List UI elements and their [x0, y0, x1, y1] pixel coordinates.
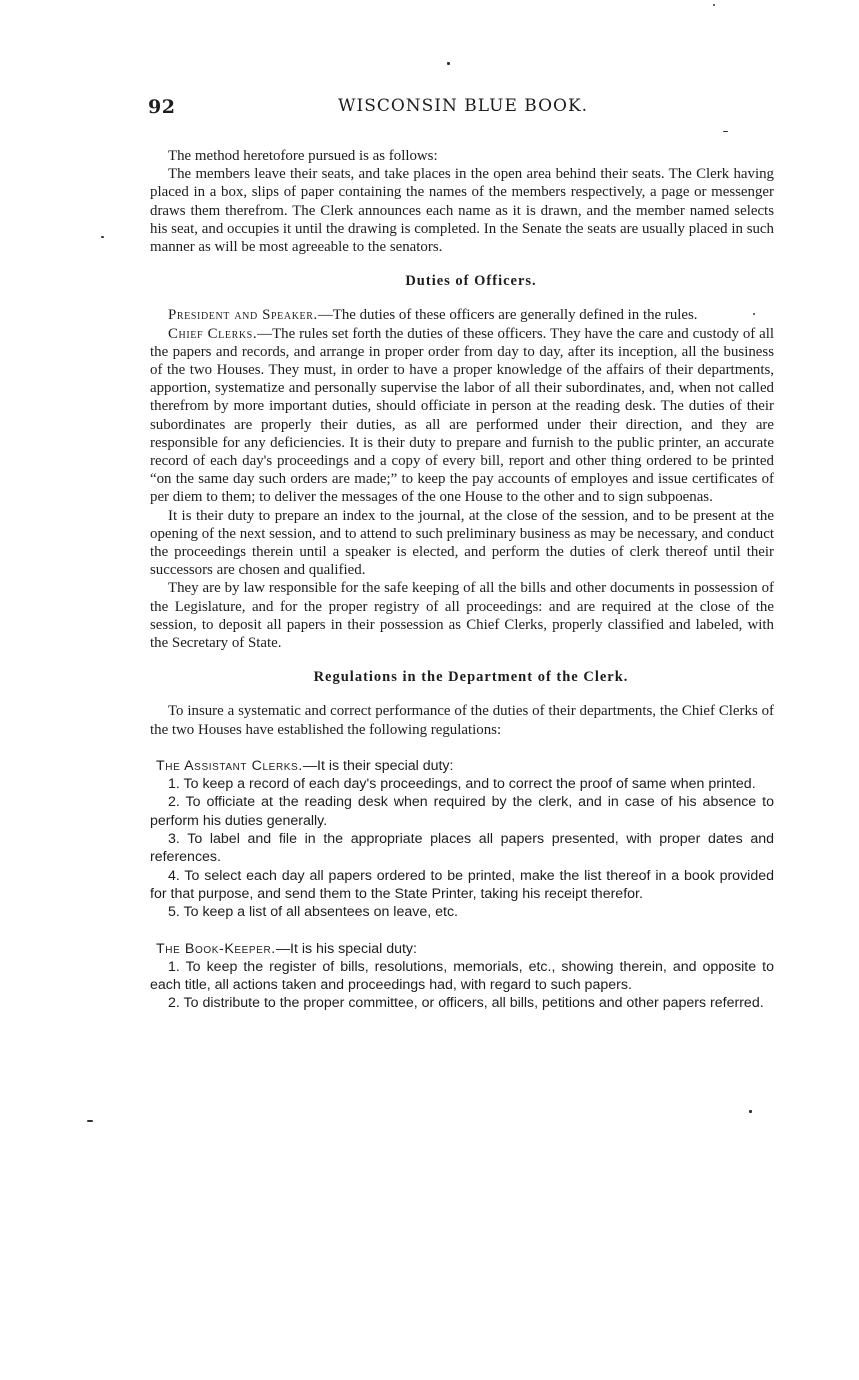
assistant-clerks-text: —It is their special duty: — [302, 757, 454, 774]
index-paragraph: It is their duty to prepare an index to the journal, at the close of the session, and to be present at the opening of the next session, and to attend to such preliminary business as may be necessary, and conduct the proceedings therein until a speaker is elected, and perform the duties of clerk thereof until their successors are chosen and qualified. — [150, 507, 774, 579]
regulations-heading: Regulations in the Department of the Clerk. — [313, 669, 629, 686]
president-label: President and Speaker. — [168, 307, 318, 324]
assistant-clerks-paragraph — [150, 757, 774, 775]
scan-speck — [723, 131, 728, 132]
intro-paragraph-method: The method heretofore pursued is as follows: — [168, 148, 438, 164]
chief-clerks-paragraph — [150, 325, 774, 507]
body-text — [150, 147, 774, 1013]
assistant-item: 5. To keep a list of all absentees on leave, etc. — [168, 904, 458, 921]
bookkeeper-text: —It is his special duty: — [275, 940, 417, 957]
scan-speck — [87, 1120, 93, 1122]
bookkeeper-paragraph — [150, 940, 774, 958]
assistant-item: 1. To keep a record of each day's proceedings, and to correct the proof of same when printed. — [168, 776, 756, 793]
scan-speck — [749, 1110, 752, 1113]
bookkeeper-item: 1. To keep the register of bills, resolutions, memorials, etc., showing therein, and opposite to each title, all actions taken and proceedings had, with regard to such papers. — [150, 958, 774, 994]
assistant-item: 4. To select each day all papers ordered to be printed, make the list thereof in a book provided for that purpose, and send them to the State Printer, taking his receipt therefor. — [150, 867, 774, 902]
chief-clerks-label: Chief Clerks. — [168, 325, 258, 342]
president-paragraph — [150, 306, 774, 324]
bookkeeper-item: 2. To distribute to the proper committee, or officers, all bills, petitions and other papers referred. — [168, 995, 764, 1012]
bookkeeper-label: The Book-Keeper. — [156, 940, 276, 957]
regulations-intro: To insure a systematic and correct performance of the duties of their departments, the Chief Clerks of the two Houses have established the following regulations: — [150, 703, 774, 738]
president-text: —The duties of these officers are generally defined in the rules. — [317, 307, 698, 324]
assistant-item: 3. To label and file in the appropriate places all papers presented, with proper dates and references. — [150, 831, 774, 866]
duties-heading: Duties of Officers. — [405, 273, 537, 290]
scan-speck — [753, 313, 755, 315]
page-number: 92 — [148, 96, 176, 118]
scan-speck — [101, 236, 104, 238]
assistant-clerks-section — [150, 757, 774, 1013]
scan-speck — [447, 62, 450, 65]
page-header — [148, 96, 788, 126]
assistant-clerks-label: The Assistant Clerks. — [156, 757, 303, 774]
running-head: WISCONSIN BLUE BOOK. — [338, 96, 589, 116]
assistant-item: 2. To officiate at the reading desk when required by the clerk, and in case of his absence to perform his duties generally. — [150, 794, 774, 829]
chief-clerks-text: —The rules set forth the duties of these officers. They have the care and custody of all the papers and records, and arrange in proper order from day to day, after its inception, all the business of the two Houses. They must, in order to have a proper knowledge of the affairs of their departments, apportion, systematize and personally supervise the labor of all their subordinates, and, when not called therefrom by more important duties, should officiate in person at the reading desk. The duties of their subordinates are properly their duties, as all are performed under their direction, and they are responsible for any deficiencies. It is their duty to prepare and furnish to the public printer, an accurate record of each day's proceedings and a copy of every bill, report and other thing ordered to be printed “on the same day such orders are made;” to keep the pay accounts of employes and issue certificates of per diem to them; to deliver the messages of the one House to the other and to sign subpoenas. — [150, 325, 774, 506]
scan-speck — [713, 4, 715, 6]
law-paragraph: They are by law responsible for the safe keeping of all the bills and other documents in possession of the Legislature, and for the proper registry of all proceedings: and are required at the close of the session, to deposit all papers in their possession as Chief Clerks, properly classified and labeled, with the Secretary of State. — [150, 580, 774, 652]
intro-paragraph-members: The members leave their seats, and take places in the open area behind their seats. The Clerk having placed in a box, slips of paper containing the names of the members respectively, a page or messenger draws them therefrom. The Clerk announces each name as it is drawn, and the member named selects his seat, and occupies it until the drawing is completed. In the Senate the seats are usually placed in such manner as will be most agreeable to the senators. — [150, 166, 774, 256]
